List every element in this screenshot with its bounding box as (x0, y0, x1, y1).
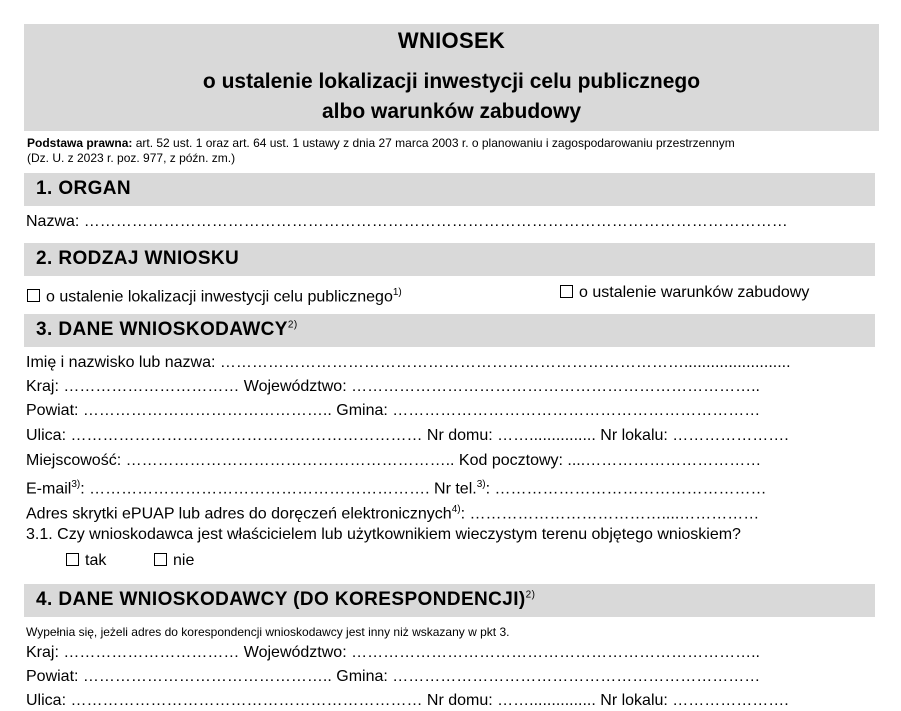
section-request-type-header (24, 243, 875, 276)
section-applicant-header (24, 314, 875, 347)
email-phone-dots: : ………………………………………………………. Nr tel. (80, 480, 477, 498)
form-subtitle-line2: albo warunków zabudowy (321, 100, 582, 123)
request-type-option-public-investment[interactable] (27, 283, 402, 307)
section-organ-title: 1. ORGAN (36, 178, 132, 199)
correspondence-note: Wypełnia się, jeżeli adres do korespondencji wnioskodawcy jest inny niż wskazany w pkt 3. (26, 625, 510, 639)
option-building-conditions-label: o ustalenie warunków zabudowy (579, 284, 810, 301)
ownership-option-no[interactable] (154, 551, 194, 571)
correspondence-county-commune-field[interactable]: Powiat: ……………………………………….. Gmina: …………………………………………………………… (26, 668, 761, 685)
footnote-ref-2b: 2) (525, 589, 536, 601)
option-no-label: nie (173, 552, 195, 569)
checkbox-yes[interactable] (66, 553, 79, 566)
applicant-country-voivodeship-field[interactable]: Kraj: …………………………… Województwo: ………………………………………………………………….. (26, 378, 760, 395)
epuap-label: Adres skrytki ePUAP lub adres do doręczeń elektronicznych (26, 505, 452, 523)
ownership-question: 3.1. Czy wnioskodawca jest właścicielem lub użytkownikiem wieczystym terenu objętego wnioskiem? (26, 526, 741, 543)
legal-basis-text: art. 52 ust. 1 oraz art. 64 ust. 1 ustawy z dnia 27 marca 2003 r. o planowaniu i zagospodarowaniu przestrzennym (132, 136, 735, 150)
phone-dots: : …………………………………………… (485, 480, 767, 498)
ownership-option-yes[interactable] (66, 551, 106, 571)
applicant-street-field[interactable]: Ulica: ………………………………………………………… Nr domu: ……............... Nr lokalu: …………………. (26, 427, 789, 444)
form-subtitle-line1: o ustalenie lokalizacji inwestycji celu publicznego (202, 70, 701, 93)
section-request-type-title: 2. RODZAJ WNIOSKU (36, 248, 240, 269)
applicant-epuap-field[interactable] (26, 500, 759, 524)
legal-basis (27, 136, 877, 166)
legal-basis-citation: (Dz. U. z 2023 r. poz. 977, z późn. zm.) (27, 151, 236, 165)
checkbox-no[interactable] (154, 553, 167, 566)
section-correspondence-header (24, 584, 875, 617)
epuap-dots: : ………………………………....…………… (460, 505, 760, 523)
footnote-ref-3b: 3) (476, 479, 486, 490)
form-title: WNIOSEK (397, 28, 506, 53)
section-correspondence-title-wrap (36, 589, 535, 611)
correspondence-street-field[interactable]: Ulica: ………………………………………………………… Nr domu: ……............... Nr lokalu: …………………. (26, 692, 789, 709)
request-type-option-building-conditions[interactable] (560, 283, 809, 303)
applicant-city-postcode-field[interactable]: Miejscowość: …………………………………………………….. Kod pocztowy: ....…………………………… (26, 452, 762, 469)
applicant-email-phone-field[interactable] (26, 475, 767, 499)
section-correspondence-title: 4. DANE WNIOSKODAWCY (DO KORESPONDENCJI) (36, 589, 526, 610)
section-applicant-title: 3. DANE WNIOSKODAWCY (36, 319, 288, 340)
applicant-county-commune-field[interactable]: Powiat: ……………………………………….. Gmina: …………………………………………………………… (26, 402, 761, 419)
form-header (24, 24, 879, 131)
section-organ-header (24, 173, 875, 206)
footnote-ref-4: 4) (451, 504, 461, 515)
option-yes-label: tak (85, 552, 107, 569)
footnote-ref-2: 2) (287, 319, 298, 331)
organ-name-field[interactable]: Nazwa: …………………………………………………………………………………………………………………… (26, 213, 788, 230)
checkbox-building-conditions[interactable] (560, 285, 573, 298)
footnote-ref-3a: 3) (71, 479, 81, 490)
email-label: E-mail (26, 480, 72, 498)
section-applicant-title-wrap (36, 319, 298, 341)
applicant-name-field[interactable]: Imię i nazwisko lub nazwa: ……………………………………………………………………………........................ (26, 354, 791, 371)
checkbox-public-investment[interactable] (27, 289, 40, 302)
correspondence-country-voivodeship-field[interactable]: Kraj: …………………………… Województwo: ………………………………………………………………….. (26, 644, 760, 661)
footnote-ref-1: 1) (392, 287, 402, 298)
option-public-investment-label: o ustalenie lokalizacji inwestycji celu publicznego (46, 288, 393, 306)
legal-basis-label: Podstawa prawna: (27, 136, 133, 150)
